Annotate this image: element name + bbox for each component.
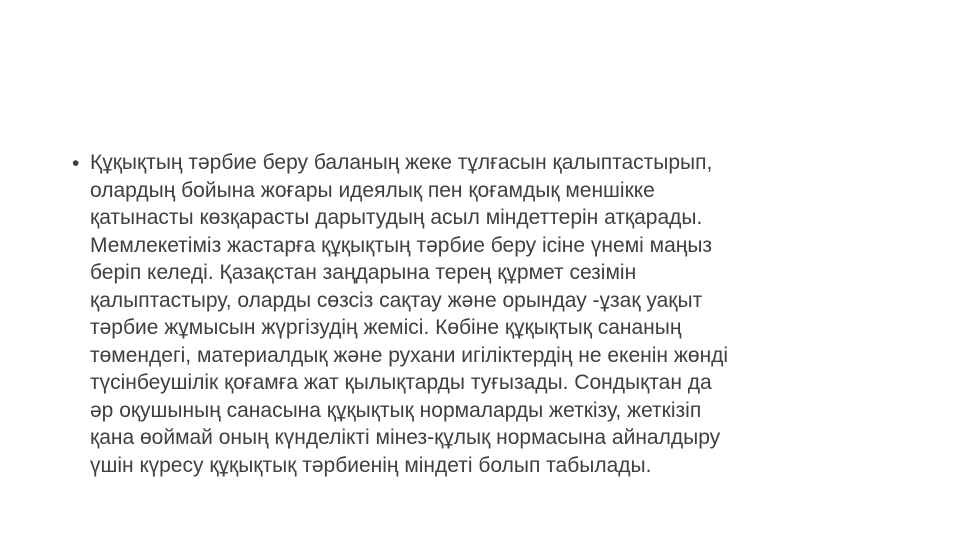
- paragraph-line: Құқықтың тәрбие беру баланың жеке тұлғасын қалыптастырып,: [90, 151, 713, 174]
- paragraph-line: беріп келеді. Қазақстан заңдарына терең құрмет сезімін: [90, 261, 637, 284]
- paragraph-line: үшін күресу құқықтық тәрбиенің міндеті болып табылады.: [90, 453, 652, 477]
- paragraph-line: түсінбеушілік қоғамға жат қылықтарды туғызады. Сондықтан да: [90, 371, 712, 394]
- paragraph-line: қатынасты көзқарасты дарытудың асыл міндеттерін атқарады.: [90, 206, 703, 229]
- paragraph-line: қана өоймай оның күнделікті мінез-құлық нормасына айналдыру: [90, 426, 721, 449]
- paragraph-line: тәрбие жұмысын жүргізудің жемісі. Көбіне құқықтық сананың: [90, 316, 682, 339]
- paragraph-line: олардың бойына жоғары идеялық пен қоғамдық меншікке: [90, 178, 655, 202]
- bullet-point-icon: •: [72, 152, 80, 175]
- paragraph-line: әр оқушының санасына құқықтық нормаларды жеткізу, жеткізіп: [90, 398, 702, 422]
- paragraph-line: Мемлекетіміз жастарға құқықтың тәрбие беру ісіне үнемі маңыз: [90, 233, 713, 257]
- paragraph-line: қалыптастыру, оларды сөзсіз сақтау және орындау -ұзақ уақыт: [90, 288, 703, 312]
- paragraph-line: төмендегі, материалдық және рухани игіліктердің не екенін жөнді: [90, 343, 729, 367]
- paragraph-text: [90, 149, 728, 479]
